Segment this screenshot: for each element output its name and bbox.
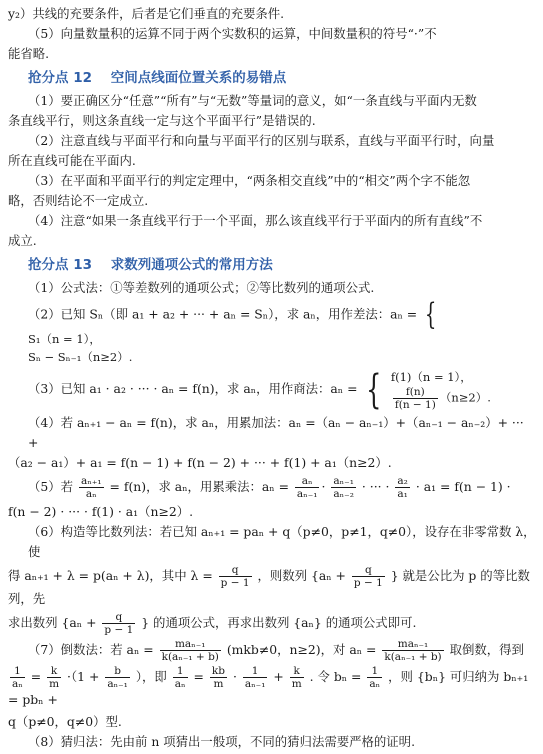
denominator: k(aₙ₋₁ + b) (384, 651, 442, 663)
document-page (8, 4, 536, 752)
section-number: 抢分点 12 (28, 70, 92, 86)
text-line: f(n − 2) · ··· · f(1) · a₁（n≥2）. (8, 504, 194, 519)
text-line: 略，否则结论不一定成立. (8, 193, 149, 208)
formula-text: ·（1 + (67, 669, 100, 684)
text-line: （4）若 aₙ₊₁ − aₙ = f(n)，求 aₙ，用累加法：aₙ =（aₙ − aₙ₋₁）+（aₙ₋₁ − aₙ₋₂）+ ··· + (28, 415, 524, 450)
text-line: （6）构造等比数列法：若已知 aₙ₊₁ = paₙ + q（p≠0，p≠1，q≠0），设存在非零常数 λ，使 (28, 524, 536, 559)
denominator: m (291, 678, 302, 690)
numerator: aₙ₊₁ (81, 475, 102, 487)
formula-text: (mkb≠0，n≥2)，对 aₙ = (226, 642, 377, 657)
formula-text: = (193, 669, 204, 684)
case-row (391, 386, 491, 411)
fraction (295, 475, 320, 500)
fraction (331, 475, 356, 500)
formula-text: + (273, 669, 284, 684)
formula-text: ，则数列 {aₙ + (257, 568, 346, 583)
denominator: m (49, 678, 60, 690)
section-title: 求数列通项公式的常用方法 (110, 257, 273, 273)
method-2 (8, 297, 536, 366)
fraction (382, 638, 443, 663)
denominator: aₙ₋₂ (333, 488, 354, 500)
numerator: q (352, 564, 385, 577)
denominator: aₙ (85, 488, 97, 500)
text-line: （5）向量数量积的运算不同于两个实数积的运算，中间数量积的符号“·”不 (28, 26, 437, 41)
numerator: aₙ (295, 475, 320, 488)
method-6-line-2 (8, 564, 536, 609)
formula-text: · ··· · (361, 479, 390, 494)
fraction (210, 665, 227, 690)
fraction (395, 475, 409, 500)
numerator: 1 (10, 665, 25, 678)
case-row: f(1)（n = 1）， (390, 370, 472, 384)
numerator: k (47, 665, 61, 678)
formula-text: （3）已知 a₁ · a₂ · ··· · aₙ = f(n)，求 aₙ，用作商法：aₙ = (28, 381, 358, 396)
numerator: a₂ (397, 475, 408, 487)
section-title: 空间点线面位置关系的易错点 (110, 70, 287, 86)
text-line: 成立. (8, 233, 37, 248)
fraction (352, 564, 385, 589)
fraction (290, 665, 304, 690)
formula-text: = f(n)，求 aₙ，用累乘法：aₙ = (109, 479, 289, 494)
denominator: p − 1 (104, 624, 134, 636)
formula-text: } 就是公比为 p 的等比数列，先 (8, 568, 530, 606)
section-heading-13 (8, 254, 536, 276)
method-6-line-3 (8, 611, 536, 636)
section-heading-12 (8, 67, 536, 89)
case-row: S₁（n = 1）， (28, 332, 101, 346)
brace: { (366, 366, 382, 413)
text-line: （1）要正确区分“任意”“所有”与“无数”等量词的意义，如“一条直线与平面内无数 (28, 93, 477, 108)
denominator: p − 1 (353, 577, 383, 589)
formula-text: 得 aₙ₊₁ + λ = p(aₙ + λ)，其中 λ = (8, 568, 213, 583)
denominator: aₙ₋₁ (296, 488, 318, 500)
denominator: aₙ₋₁ (244, 678, 266, 690)
numerator: k (290, 665, 304, 678)
denominator: aₙ (369, 678, 381, 690)
numerator: b (105, 665, 130, 678)
method-7-line-2 (8, 665, 536, 710)
formula-text: = (30, 669, 42, 684)
denominator: a₁ (397, 488, 408, 500)
text-line: （2）注意直线与平面平行和向量与平面平行的区别与联系，直线与平面平行时，向量 (28, 133, 495, 148)
text-line: （a₂ − a₁）+ a₁ = f(n − 1) + f(n − 2) + ··· + f(1) + a₁（n≥2）. (8, 455, 392, 470)
case-list (28, 330, 132, 366)
formula-text: } 的通项公式，再求出数列 {aₙ} 的通项公式即可. (141, 615, 417, 630)
numerator: 1 (173, 665, 188, 678)
denominator: k(aₙ₋₁ + b) (161, 651, 219, 663)
fraction (47, 665, 61, 690)
fraction (173, 665, 188, 690)
fraction (102, 611, 135, 636)
fraction (79, 475, 104, 500)
formula-text: （5）若 (28, 479, 74, 494)
denominator: p − 1 (220, 577, 250, 589)
denominator: aₙ₋₁ (107, 678, 128, 690)
numerator: f(n) (393, 386, 438, 399)
fraction (105, 665, 130, 690)
text-line: （4）注意“如果一条直线平行于一个平面，那么该直线平行于平面内的所有直线”不 (28, 213, 483, 228)
denominator: f(n − 1) (394, 399, 436, 411)
fraction (243, 665, 268, 690)
method-5: （5）若 $\frac{\text{aₙ₊₁}}{\text{aₙ}}$ = f(n)，求 aₙ，用累乘法：aₙ = $\frac{\text{aₙ}}{\text{aₙ₋₁}}$ · $\frac{\text{aₙ₋₁}}{\text{aₙ₋₂}}$ · ··· · $\frac{\text{a₂}}{\text{a₁}}$ · a₁ = f(n − 1) · (28, 475, 511, 500)
text-line: y₂）共线的充要条件，后者是它们垂直的充要条件. (8, 6, 285, 21)
formula-text: 取倒数，得到 (449, 642, 524, 657)
text-line: （1）公式法：①等差数列的通项公式；②等比数列的通项公式. (28, 280, 375, 295)
formula-text: · (232, 669, 237, 684)
denominator: aₙ (12, 678, 23, 690)
formula-text: · a₁ = f(n − 1) · (415, 479, 511, 494)
formula-text: ），即 (135, 669, 167, 684)
text-line: （8）猜归法：先由前 n 项猜出一般项，不同的猜归法需要严格的证明. (28, 734, 416, 749)
case-row: Sₙ − Sₙ₋₁（n≥2）. (28, 350, 133, 364)
fraction (10, 665, 25, 690)
method-3 (8, 368, 536, 411)
formula-text: 求出数列 {aₙ + (8, 615, 97, 630)
fraction (219, 564, 252, 589)
brace: { (424, 297, 437, 332)
text-line: q（p≠0，q≠0）型. (8, 714, 122, 729)
numerator: maₙ₋₁ (160, 638, 221, 651)
fraction (160, 638, 221, 663)
text-line: 能省略. (8, 46, 50, 61)
formula-text: . 令 bₙ = (309, 669, 362, 684)
fraction (393, 386, 438, 411)
formula-text: （7）倒数法：若 aₙ = (28, 642, 154, 657)
numerator: kb (211, 665, 225, 677)
numerator: q (102, 611, 135, 624)
fraction (367, 665, 382, 690)
text-line: 所在直线可能在平面内. (8, 153, 136, 168)
formula-text: （2）已知 Sₙ（即 a₁ + a₂ + ··· + aₙ = Sₙ），求 aₙ，用作差法：aₙ = (28, 306, 418, 322)
case-list (391, 368, 491, 411)
section-number: 抢分点 13 (28, 257, 92, 273)
numerator: q (219, 564, 252, 577)
numerator: aₙ₋₁ (333, 475, 354, 487)
text-line: （3）在平面和平面平行的判定定理中，“两条相交直线”中的“相交”两个字不能忽 (28, 173, 471, 188)
formula-text: ，则 {bₙ} 可归纳为 bₙ₊₁ = pbₙ + (8, 669, 529, 707)
numerator: 1 (367, 665, 382, 678)
denominator: m (213, 678, 224, 690)
numerator: 1 (243, 665, 268, 678)
method-7 (8, 638, 536, 663)
numerator: maₙ₋₁ (382, 638, 443, 651)
denominator: aₙ (174, 678, 186, 690)
case-condition: （n≥2）. (439, 390, 491, 405)
text-line: 条直线平行，则这条直线一定与这个平面平行”是错误的. (8, 113, 316, 128)
